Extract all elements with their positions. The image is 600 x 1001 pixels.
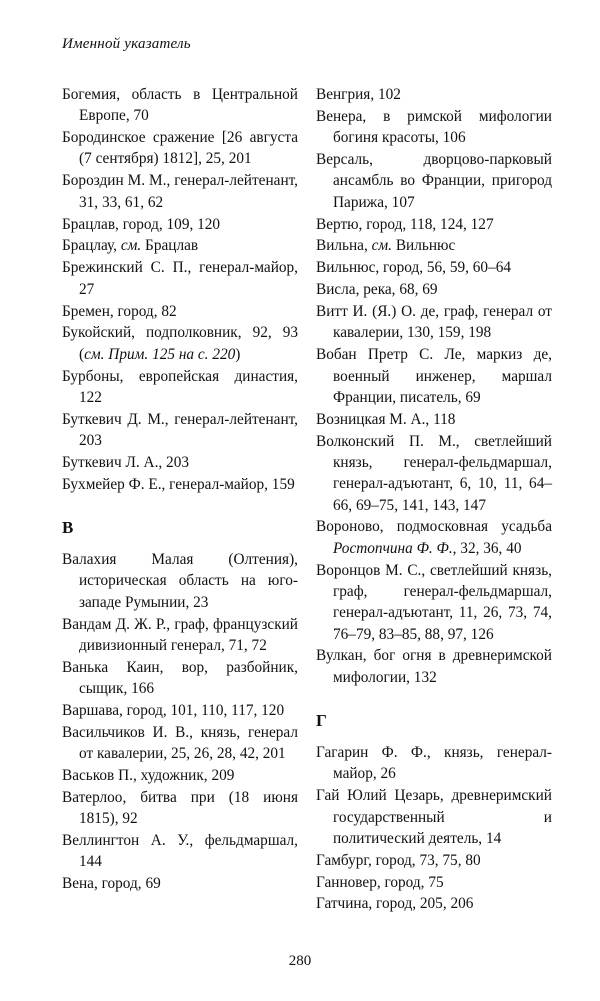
index-entry: Васьков П., художник, 209 (62, 767, 235, 785)
index-entry: Букойский, подполковник, 92, 93 (см. Прим. 125 на с. 220) (62, 324, 298, 363)
index-entry: Гагарин Ф. Ф., князь, генерал-майор, 26 (316, 744, 552, 783)
index-entry: Буткевич Л. А., 203 (62, 453, 189, 471)
index-entry: Гамбург, город, 73, 75, 80 (316, 851, 481, 869)
index-entry: Ватерлоо, битва при (18 июня 1815), 92 (62, 789, 298, 828)
running-head: Именной указатель (62, 36, 191, 52)
index-entry: Бухмейер Ф. Е., генерал-майор, 159 (62, 475, 295, 493)
right-column (316, 84, 552, 915)
index-entry: Брежинский С. П., генерал-майор, 27 (62, 259, 298, 298)
index-entry: Вобан Претр С. Ле, маркиз де, военный инженер, маршал Франции, писатель, 69 (316, 346, 552, 406)
section-letter-g: Г (316, 711, 327, 731)
index-entry: Ганновер, город, 75 (316, 873, 444, 891)
index-entry: Брацлау, см. Брацлав (62, 237, 199, 255)
index-entry: Венгрия, 102 (316, 86, 401, 103)
index-entry: Висла, река, 68, 69 (316, 281, 438, 299)
index-entry: Веллингтон А. У., фельдмаршал, 144 (62, 832, 298, 871)
index-entry: Венера, в римской мифологии богиня красоты, 106 (316, 107, 552, 147)
index-entry: Буткевич Д. М., генерал-лейтенант, 203 (62, 410, 298, 450)
index-entry: Бурбоны, европейская династия, 122 (62, 367, 298, 406)
left-column (62, 84, 298, 895)
index-entry: Богемия, область в Центральной Европе, 70 (62, 86, 298, 125)
index-entry: Вена, город, 69 (62, 875, 161, 893)
page-number: 280 (288, 953, 312, 969)
index-entry: Варшава, город, 101, 110, 117, 120 (62, 702, 285, 720)
index-entry: Брацлав, город, 109, 120 (62, 215, 221, 233)
index-entry: Волконский П. М., светлейший князь, генерал-фельдмаршал, генерал-адъютант, 6, 10, 11, 64–66, 69–75, 141, 143, 147 (316, 432, 552, 514)
index-entry: Вильна, см. Вильнюс (316, 237, 456, 255)
index-entry: Воронцов М. С., светлейший князь, граф, генерал-фельдмаршал, генерал-адъютант, 11, 26, 73, 74, 76–79, 83–85, 88, 97, 126 (316, 561, 552, 643)
index-entry: Вулкан, бог огня в древнеримской мифологии, 132 (316, 647, 552, 686)
index-entry: Бородинское сражение [26 августа (7 сентября) 1812], 25, 201 (62, 129, 298, 168)
index-entry: Васильчиков И. В., князь, генерал от кавалерии, 25, 26, 28, 42, 201 (62, 723, 298, 763)
index-entry: Возницкая М. А., 118 (316, 410, 456, 428)
index-entry: Версаль, дворцово-парковый ансамбль во Франции, пригород Парижа, 107 (316, 151, 552, 211)
index-entry: Ванька Каин, вор, разбойник, сыщик, 166 (62, 658, 298, 698)
index-entry: Гай Юлий Цезарь, древнеримский государственный и политический деятель, 14 (316, 787, 552, 847)
section-letter-v: В (62, 518, 74, 538)
index-entry: Гатчина, город, 205, 206 (316, 895, 474, 913)
index-entry: Вертю, город, 118, 124, 127 (316, 215, 494, 233)
index-entry: Вандам Д. Ж. Р., граф, французский дивизионный генерал, 71, 72 (62, 615, 298, 654)
index-entry: Бороздин М. М., генерал-лейтенант, 31, 33, 61, 62 (62, 172, 298, 211)
index-entry: Вороново, подмосковная усадьба Ростопчина Ф. Ф., 32, 36, 40 (316, 518, 552, 557)
index-entry: Витт И. (Я.) О. де, граф, генерал от кавалерии, 130, 159, 198 (316, 303, 552, 342)
index-entry: Вильнюс, город, 56, 59, 60–64 (316, 259, 512, 277)
index-entry: Бремен, город, 82 (62, 302, 177, 320)
index-entry: Валахия Малая (Олтения), историческая область на юго-западе Румынии, 23 (62, 551, 298, 611)
